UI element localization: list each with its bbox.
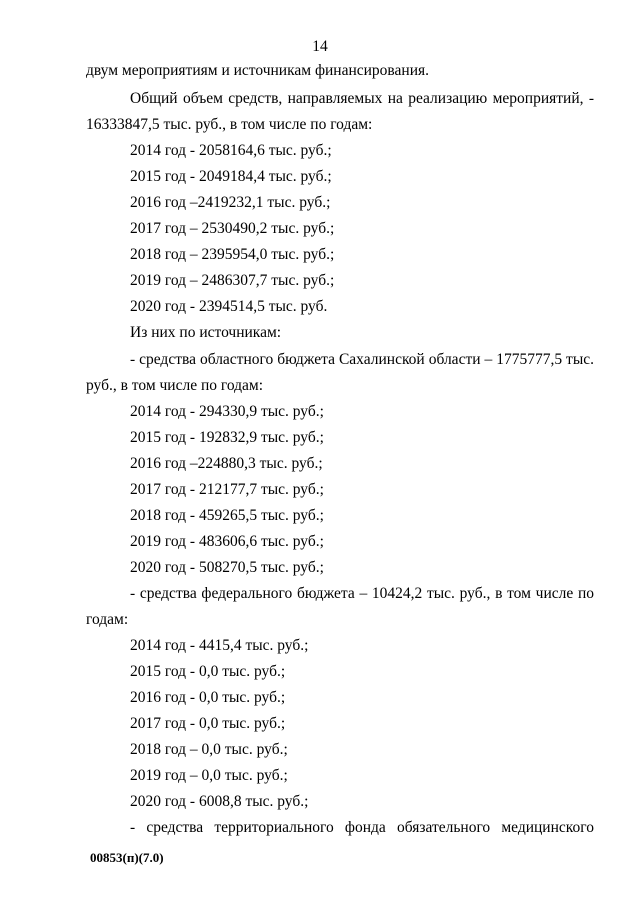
text-line: 2020 год - 6008,8 тыс. руб.; bbox=[130, 793, 309, 810]
text-line: руб., в том числе по годам: bbox=[86, 377, 264, 394]
text-line: 2018 год – 2395954,0 тыс. руб.; bbox=[130, 246, 335, 263]
text-line: - средства территориального фонда обязательного медицинского bbox=[130, 819, 594, 836]
text-line: 2016 год - 0,0 тыс. руб.; bbox=[130, 689, 286, 706]
page-number: 14 bbox=[312, 38, 328, 55]
text-line: 2016 год –2419232,1 тыс. руб.; bbox=[130, 194, 331, 211]
text-line: 2019 год – 0,0 тыс. руб.; bbox=[130, 767, 288, 784]
text-line: 2014 год - 294330,9 тыс. руб.; bbox=[130, 403, 324, 420]
text-line: 2018 год – 0,0 тыс. руб.; bbox=[130, 741, 288, 758]
text-line: 2014 год - 4415,4 тыс. руб.; bbox=[130, 637, 309, 654]
text-line: 2014 год - 2058164,6 тыс. руб.; bbox=[130, 142, 332, 159]
text-line: 2017 год - 212177,7 тыс. руб.; bbox=[130, 481, 324, 498]
text-line: 2017 год – 2530490,2 тыс. руб.; bbox=[130, 220, 335, 237]
text-line: 2017 год - 0,0 тыс. руб.; bbox=[130, 715, 286, 732]
text-line: 2020 год - 2394514,5 тыс. руб. bbox=[130, 298, 328, 315]
text-line: Общий объем средств, направляемых на реализацию мероприятий, - bbox=[130, 90, 594, 107]
text-line: двум мероприятиям и источникам финансирования. bbox=[86, 62, 430, 79]
text-line: Из них по источникам: bbox=[130, 324, 282, 341]
text-line: 2015 год - 2049184,4 тыс. руб.; bbox=[130, 168, 332, 185]
text-line: 2019 год – 2486307,7 тыс. руб.; bbox=[130, 272, 335, 289]
text-line: - средства федерального бюджета – 10424,2 тыс. руб., в том числе по bbox=[130, 585, 594, 602]
text-line: 16333847,5 тыс. руб., в том числе по годам: bbox=[86, 116, 373, 133]
document-code: 00853(п)(7.0) bbox=[90, 850, 164, 865]
text-line: 2018 год - 459265,5 тыс. руб.; bbox=[130, 507, 324, 524]
text-line: 2015 год - 192832,9 тыс. руб.; bbox=[130, 429, 324, 446]
text-line: 2016 год –224880,3 тыс. руб.; bbox=[130, 455, 323, 472]
text-line: годам: bbox=[86, 611, 129, 628]
text-line: - средства областного бюджета Сахалинской области – 1775777,5 тыс. bbox=[130, 351, 594, 368]
text-line: 2019 год - 483606,6 тыс. руб.; bbox=[130, 533, 324, 550]
text-line: 2020 год - 508270,5 тыс. руб.; bbox=[130, 559, 324, 576]
text-line: 2015 год - 0,0 тыс. руб.; bbox=[130, 663, 286, 680]
